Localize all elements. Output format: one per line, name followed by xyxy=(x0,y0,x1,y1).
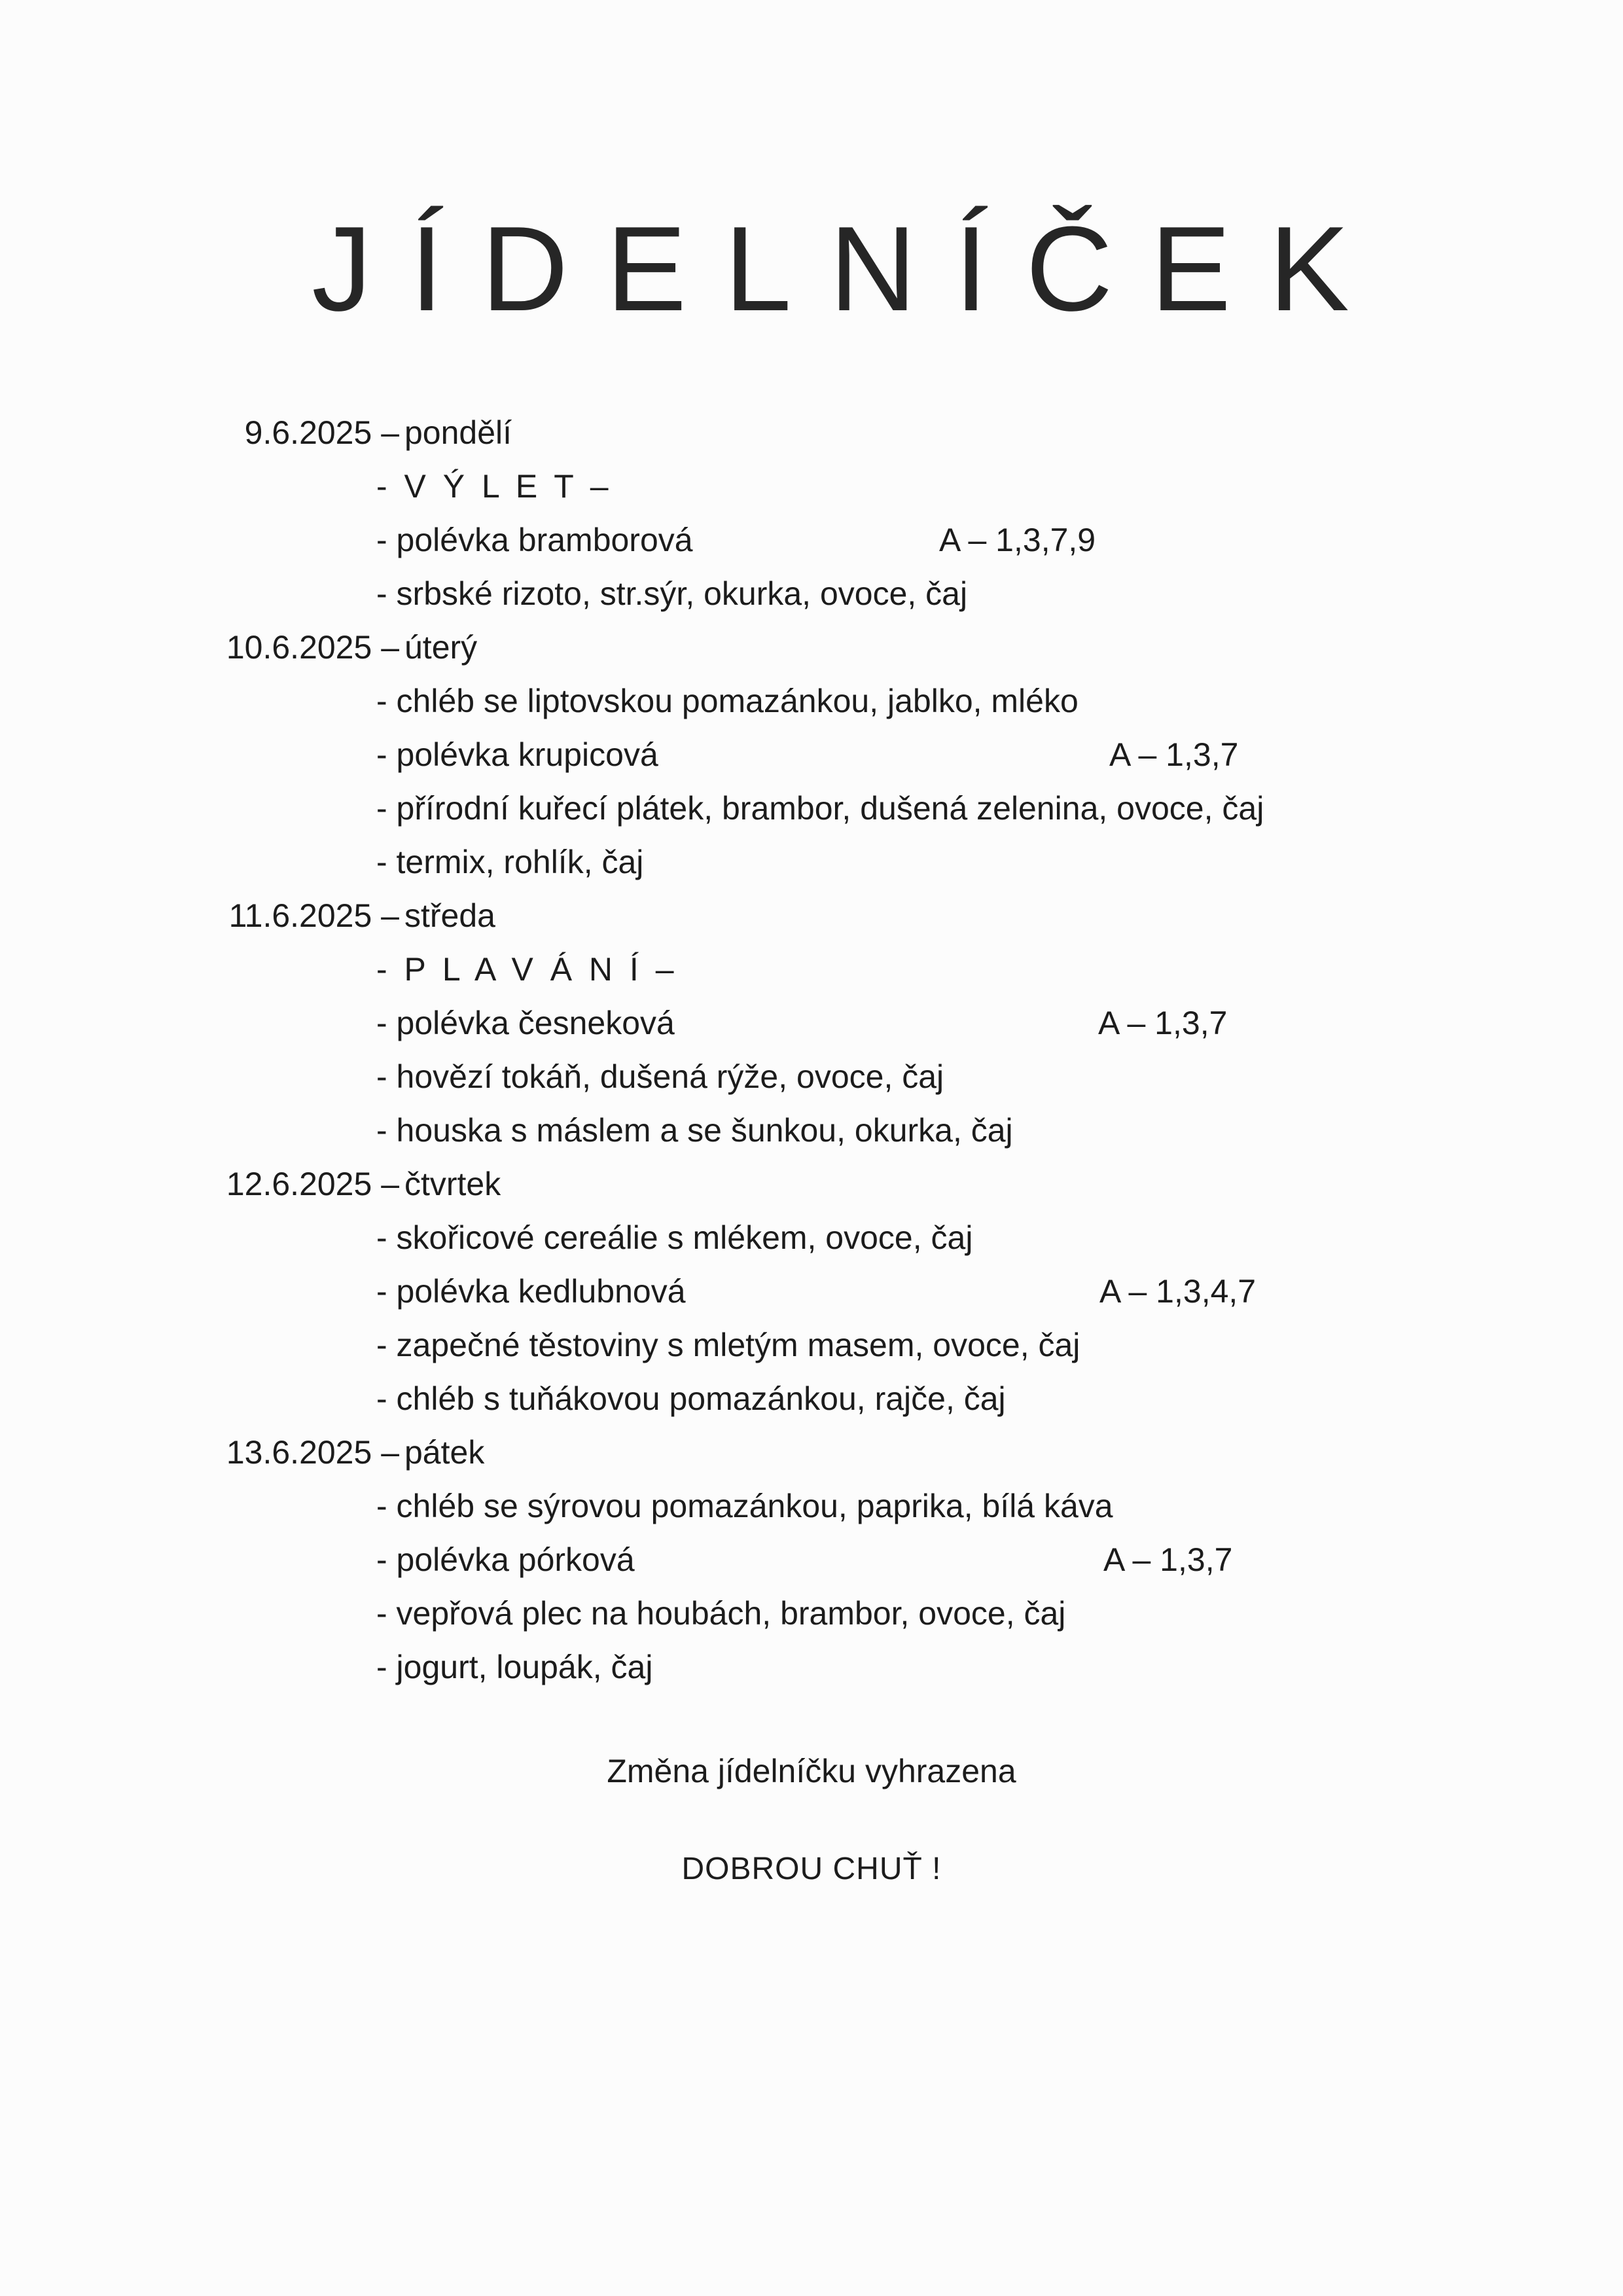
menu-item-text: - jogurt, loupák, čaj xyxy=(376,1649,653,1685)
menu-item xyxy=(0,1587,1623,1640)
menu-item-text: - zapečné těstoviny s mletým masem, ovoce, čaj xyxy=(376,1327,1080,1363)
menu-item-text: - termix, rohlík, čaj xyxy=(376,844,644,880)
menu-item xyxy=(0,996,1623,1050)
menu-item-text: - hovězí tokáň, dušená rýže, ovoce, čaj xyxy=(376,1058,944,1095)
menu-item xyxy=(0,1479,1623,1533)
day-header-thursday xyxy=(0,1157,1623,1211)
menu-item-text: - polévka pórková xyxy=(376,1541,635,1578)
menu-item-text: - srbské rizoto, str.sýr, okurka, ovoce, čaj xyxy=(376,575,968,612)
day-date: 10.6.2025 – xyxy=(226,629,399,666)
allergen-codes: A – 1,3,4,7 xyxy=(1099,1273,1257,1310)
menu-item xyxy=(0,1050,1623,1103)
menu-item xyxy=(0,567,1623,620)
menu-item-text: - P L A V Á N Í – xyxy=(376,951,678,988)
menu-item xyxy=(0,835,1623,889)
allergen-codes: A – 1,3,7 xyxy=(1109,736,1239,773)
day-name: pondělí xyxy=(404,414,512,451)
allergen-codes: A – 1,3,7,9 xyxy=(939,522,1096,558)
day-name: středa xyxy=(404,897,495,934)
menu-item-text: - skořicové cereálie s mlékem, ovoce, čaj xyxy=(376,1219,973,1256)
menu-item xyxy=(0,1265,1623,1318)
menu-item-text: - V Ý L E T – xyxy=(376,468,613,505)
closing-wish: DOBROU CHUŤ ! xyxy=(681,1852,942,1886)
day-name: úterý xyxy=(404,629,478,666)
day-header-friday xyxy=(0,1426,1623,1479)
menu-item-text: - polévka česneková xyxy=(376,1005,675,1041)
page-title: JÍDELNÍČEK xyxy=(312,201,1387,336)
menu-item xyxy=(0,674,1623,728)
day-date: 11.6.2025 – xyxy=(228,897,399,934)
menu-item xyxy=(0,1103,1623,1157)
menu-item xyxy=(0,1372,1623,1426)
menu-item-text: - polévka krupicová xyxy=(376,736,658,773)
menu-item-text: - chléb se liptovskou pomazánkou, jablko, mléko xyxy=(376,683,1079,719)
menu-item xyxy=(0,1533,1623,1587)
menu-item-text: - polévka kedlubnová xyxy=(376,1273,686,1310)
menu-item-text: - polévka bramborová xyxy=(376,522,693,558)
day-header-tuesday xyxy=(0,620,1623,674)
weekly-menu xyxy=(0,406,1623,1694)
menu-item-text: - chléb se sýrovou pomazánkou, paprika, bílá káva xyxy=(376,1488,1113,1524)
day-header-monday xyxy=(0,406,1623,459)
change-notice: Změna jídelníčku vyhrazena xyxy=(607,1753,1016,1789)
day-date: 13.6.2025 – xyxy=(226,1434,399,1471)
menu-item xyxy=(0,728,1623,781)
day-name: pátek xyxy=(404,1434,485,1471)
menu-item-text: - přírodní kuřecí plátek, brambor, dušená zelenina, ovoce, čaj xyxy=(376,790,1264,827)
menu-item xyxy=(0,781,1623,835)
menu-item xyxy=(0,1211,1623,1265)
menu-item-text: - houska s máslem a se šunkou, okurka, čaj xyxy=(376,1112,1013,1149)
day-date: 9.6.2025 – xyxy=(244,414,399,451)
allergen-codes: A – 1,3,7 xyxy=(1103,1541,1233,1578)
allergen-codes: A – 1,3,7 xyxy=(1098,1005,1228,1041)
menu-item xyxy=(0,1640,1623,1694)
menu-item xyxy=(0,459,1623,513)
menu-item xyxy=(0,513,1623,567)
day-header-wednesday xyxy=(0,889,1623,942)
menu-item xyxy=(0,1318,1623,1372)
menu-item-text: - vepřová plec na houbách, brambor, ovoce, čaj xyxy=(376,1595,1066,1632)
menu-item xyxy=(0,942,1623,996)
day-date: 12.6.2025 – xyxy=(226,1166,399,1202)
day-name: čtvrtek xyxy=(404,1166,501,1202)
menu-item-text: - chléb s tuňákovou pomazánkou, rajče, čaj xyxy=(376,1380,1006,1417)
